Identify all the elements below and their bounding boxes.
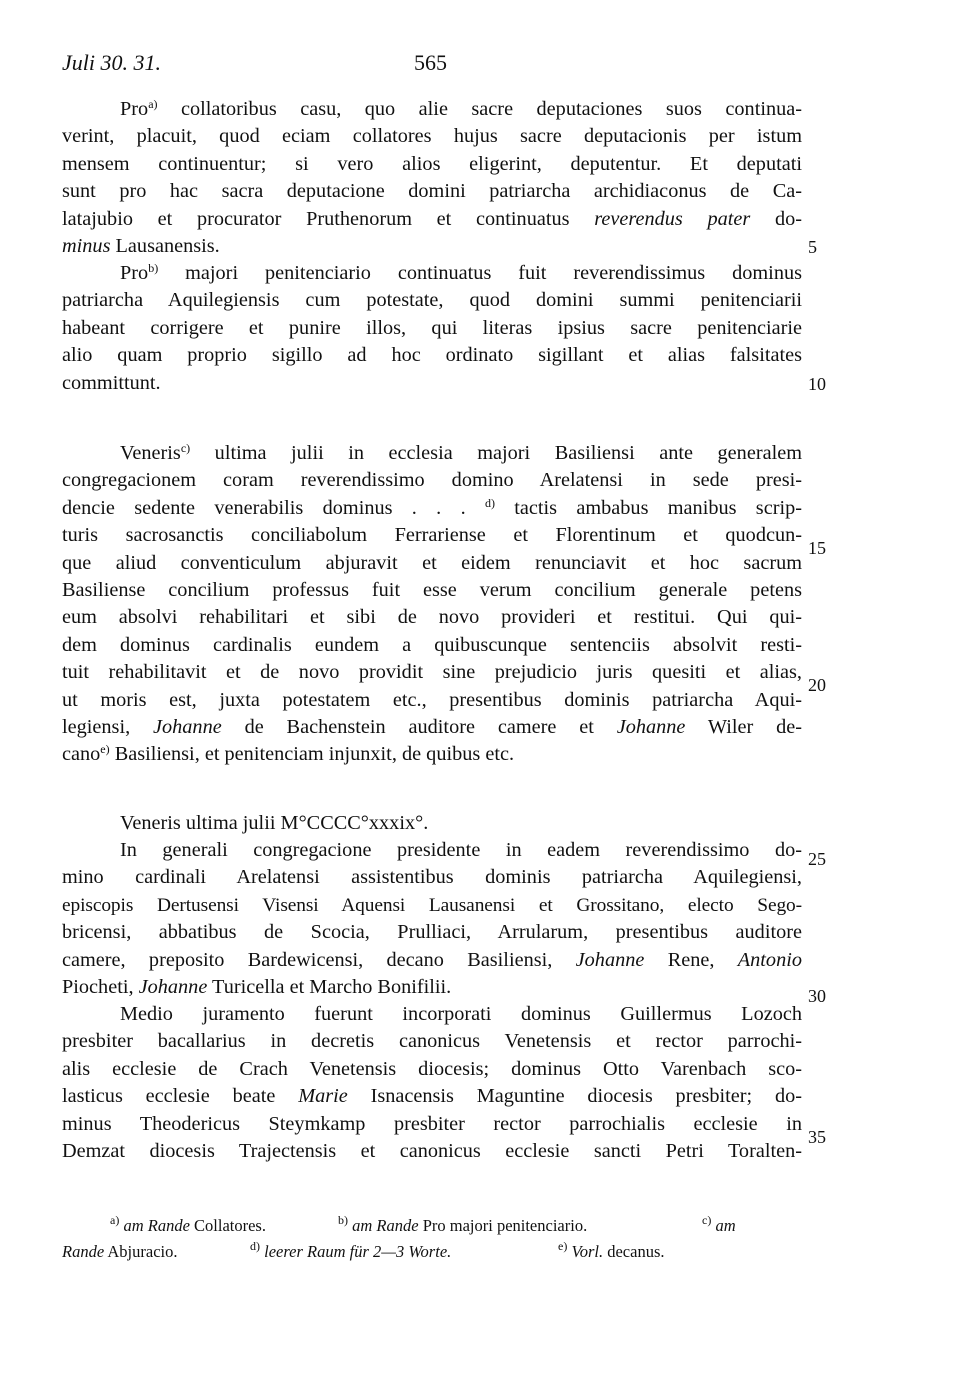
margin-line-number: 10 <box>808 374 826 394</box>
text-run: verint, placuit, quod eciam collatores hujus sacre deputacionis per istum <box>62 125 802 148</box>
text-line <box>62 287 802 314</box>
footnote-ref: a) <box>148 97 158 111</box>
text-run: bricensi, abbatibus de Scocia, Prulliaci, Arrularum, presentibus auditore <box>62 921 802 944</box>
text-run: alio quam proprio sigillo ad hoc ordinato sigillant et alias falsitates <box>62 344 802 367</box>
text-line <box>62 233 802 260</box>
text-run: Basiliensi, et penitenciam injunxit, de quibus etc. <box>109 743 515 766</box>
footnote-line <box>62 1239 762 1265</box>
text-line <box>62 1001 802 1028</box>
text-run: ultima julii in ecclesia majori Basiliensi ante generalem <box>190 442 802 464</box>
body-text <box>62 810 802 837</box>
text-run: latajubio et procurator Pruthenorum et continuatus <box>62 207 595 230</box>
footnote-ref: e) <box>100 742 110 757</box>
italic-text-run: Rande <box>62 1242 105 1261</box>
text-line <box>62 151 802 178</box>
text-run: turis sacrosanctis conciliabolum Ferrariense et Florentinum et quodcun- <box>62 524 802 547</box>
italic-text-run: Marie <box>298 1085 348 1108</box>
text-run: episcopis Dertusensi Visensi Aquensi Lausanensi et Grossitano, electo Sego- <box>62 894 802 916</box>
margin-line-number: 30 <box>808 986 826 1006</box>
text-run: mensem continuentur; si vero alios eligerint, deputentur. Et deputati <box>62 152 802 175</box>
footnote-ref: d) <box>484 495 495 510</box>
text-line <box>62 1083 802 1110</box>
text-run: legiensi, <box>62 715 153 738</box>
text-run: In generali congregacione presidente in eadem reverendissimo do- <box>120 839 802 861</box>
text-line <box>62 687 802 714</box>
text-run: camere, preposito Bardewicensi, decano Basiliensi, <box>62 948 576 971</box>
text-run: collatoribus casu, quo alie sacre deputaciones suos continua- <box>157 98 802 120</box>
text-line <box>62 741 802 768</box>
text-run: Abjuracio. <box>104 1242 178 1261</box>
italic-text-run: reverendus pater <box>594 207 751 230</box>
text-run: Collatores. <box>189 1216 266 1235</box>
italic-text-run: Antonio <box>737 948 802 971</box>
text-line <box>62 974 802 1001</box>
italic-text-run: leerer Raum für 2—3 Worte. <box>264 1242 452 1261</box>
margin-line-number: 5 <box>808 237 817 257</box>
text-line <box>62 123 802 150</box>
text-run: Medio juramento fuerunt incorporati dominus Guillermus Lozoch <box>120 1003 802 1025</box>
text-line <box>62 1028 802 1055</box>
text-line <box>62 632 802 659</box>
text-run: minus Theodericus Steymkamp presbiter rector parrochialis ecclesie in <box>62 1112 802 1135</box>
text-run: Pro <box>120 262 149 284</box>
text-run: congregacionem coram reverendissimo domino Arelatensi in sede presi- <box>62 469 802 492</box>
text-run: patriarcha Aquilegiensis cum potestate, quod domini summi penitenciarii <box>62 289 802 312</box>
text-line <box>62 495 802 522</box>
footnote <box>110 1213 266 1239</box>
text-line <box>62 260 802 287</box>
text-run: alis ecclesie de Crach Venetensis diocesis; dominus Otto Varenbach sco- <box>62 1057 802 1080</box>
footnote-ref: b) <box>148 261 159 275</box>
text-run: Turicella et Marcho Bonifilii. <box>207 975 452 998</box>
text-run: Demzat diocesis Trajectensis et canonicus ecclesie sancti Petri Toralten- <box>62 1139 802 1162</box>
text-line <box>62 96 802 123</box>
footnote-mark: e) <box>558 1239 568 1253</box>
italic-text-run: Johanne <box>153 715 222 738</box>
footnote <box>250 1239 451 1265</box>
text-line <box>62 1056 802 1083</box>
footnote-line <box>62 1213 762 1239</box>
footnote <box>62 1239 177 1265</box>
body-text <box>62 1001 802 1165</box>
text-run: ut moris est, juxta potestatem etc., presentibus dominis patriarcha Aqui- <box>62 688 802 711</box>
text-run: habeant corrigere et punire illos, qui literas ipsius sacre penitenciarie <box>62 316 802 339</box>
text-line <box>62 522 802 549</box>
text-line <box>62 659 802 686</box>
text-run: decanus. <box>603 1242 665 1261</box>
text-line <box>62 178 802 205</box>
text-line <box>62 714 802 741</box>
text-line <box>62 837 802 864</box>
text-line <box>62 315 802 342</box>
text-run: tuit rehabilitavit et de novo providit sine prejudicio juris quesiti et alias, <box>62 661 802 684</box>
margin-line-number: 35 <box>808 1127 826 1147</box>
text-run: eum absolvi rehabilitari et sibi de novo provideri et restitui. Qui qui- <box>62 606 802 629</box>
text-run: Wiler de- <box>685 715 802 738</box>
page-header <box>62 50 802 84</box>
text-line <box>62 864 802 891</box>
italic-text-run: Johanne <box>138 975 208 998</box>
text-line <box>62 1111 802 1138</box>
text-run: Lausanensis. <box>110 234 220 257</box>
margin-line-number: 25 <box>808 849 826 869</box>
italic-text-run: Johanne <box>575 948 645 971</box>
italic-text-run: Johanne <box>616 715 686 738</box>
text-line <box>62 919 802 946</box>
footnote-mark: a) <box>110 1213 120 1227</box>
text-line <box>62 550 802 577</box>
text-run: Rene, <box>644 948 738 971</box>
text-line <box>62 1138 802 1165</box>
italic-text-run: am Rande <box>123 1216 190 1235</box>
text-run: Piocheti, <box>62 975 139 998</box>
body-text <box>62 837 802 1001</box>
running-head: Juli 30. 31. <box>62 50 161 75</box>
text-run: cano <box>62 743 101 766</box>
text-run: presbiter bacallarius in decretis canonicus Venetensis et rector parrochi- <box>62 1030 802 1053</box>
text-run: que aliud conventiculum abjuravit et eidem renunciavit et hoc sacrum <box>62 551 802 574</box>
text-line <box>62 577 802 604</box>
text-run: do- <box>750 207 802 230</box>
italic-text-run: Vorl. <box>571 1242 604 1261</box>
text-run: dem dominus cardinalis eundem a quibuscunque sentenciis absolvit resti- <box>62 633 802 656</box>
body-text <box>62 440 802 769</box>
text-line <box>62 440 802 467</box>
margin-line-number: 15 <box>808 538 826 558</box>
text-line <box>62 342 802 369</box>
text-line <box>62 370 802 397</box>
italic-text-run: am <box>715 1216 736 1235</box>
footnote-ref: c) <box>180 441 191 455</box>
italic-text-run: minus <box>62 234 111 257</box>
footnote-mark: b) <box>338 1213 348 1227</box>
text-run: Pro majori penitenciario. <box>418 1216 588 1235</box>
text-line <box>62 604 802 631</box>
text-line <box>62 892 802 919</box>
text-run: dencie sedente venerabilis dominus . . . <box>62 496 485 519</box>
text-line <box>62 467 802 494</box>
text-run: Veneris ultima julii M°CCCC°xxxix°. <box>120 812 429 834</box>
text-line <box>62 947 802 974</box>
italic-text-run: am Rande <box>352 1216 419 1235</box>
footnote <box>702 1213 736 1239</box>
text-run: sunt pro hac sacra deputacione domini patriarcha archidiaconus de Ca- <box>62 180 802 203</box>
body-text <box>62 96 802 260</box>
text-run: lasticus ecclesie beate <box>62 1085 299 1108</box>
text-run: Veneris <box>120 442 181 464</box>
text-run: mino cardinali Arelatensi assistentibus dominis patriarcha Aquilegiensi, <box>62 866 802 889</box>
text-run: committunt. <box>62 371 161 394</box>
footnote-mark: d) <box>250 1239 260 1253</box>
footnote <box>558 1239 665 1265</box>
text-run: Pro <box>120 98 149 120</box>
page-number: 565 <box>414 50 447 75</box>
margin-line-number: 20 <box>808 675 826 695</box>
text-run: majori penitenciario continuatus fuit reverendissimus dominus <box>158 262 802 284</box>
text-run: Basiliense concilium professus fuit esse verum concilium generale petens <box>62 578 802 601</box>
footnotes <box>62 1213 762 1265</box>
footnote <box>338 1213 587 1239</box>
text-run: Isnacensis Maguntine diocesis presbiter; do- <box>347 1085 802 1108</box>
text-line <box>62 810 802 837</box>
text-line <box>62 206 802 233</box>
text-run: tactis ambabus manibus scrip- <box>494 496 802 519</box>
text-run: de Bachenstein auditore camere et <box>221 715 617 738</box>
footnote-mark: c) <box>702 1213 712 1227</box>
body-text <box>62 260 802 397</box>
